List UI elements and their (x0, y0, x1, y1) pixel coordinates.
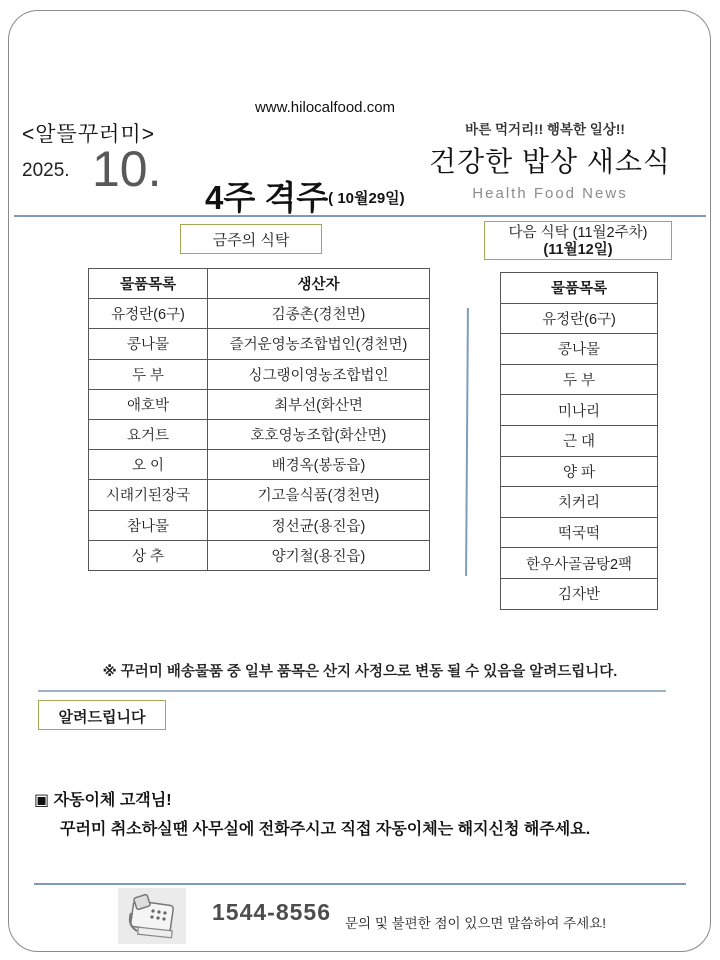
table-row (501, 303, 658, 334)
item-cell: 한우사골곰탕2팩 (501, 548, 658, 579)
table-header-row (501, 273, 658, 304)
table-row (89, 299, 430, 329)
item-cell: 오 이 (89, 450, 208, 480)
producer-cell: 정선균(용진읍) (208, 510, 430, 540)
brand-label: <알뜰꾸러미> (22, 123, 155, 146)
table-row (89, 510, 430, 540)
producer-cell: 최부선(화산면 (208, 389, 430, 419)
item-cell: 유정란(6구) (89, 299, 208, 329)
table-row (89, 540, 430, 570)
this-week-heading: 금주의 식탁 (180, 224, 322, 254)
item-cell: 치커리 (501, 487, 658, 518)
item-cell: 양 파 (501, 456, 658, 487)
item-cell: 두 부 (501, 364, 658, 395)
next-week-heading (484, 221, 672, 260)
table-header-row (89, 269, 430, 299)
next-week-table (500, 272, 658, 610)
tagline: 바른 먹거리!! 행복한 일상!! (465, 122, 625, 137)
producer-cell: 양기철(용진읍) (208, 540, 430, 570)
autopay-body: 꾸러미 취소하실땐 사무실에 전화주시고 직접 자동이체는 해지신청 해주세요. (60, 821, 591, 838)
table-row (89, 359, 430, 389)
item-cell: 미나리 (501, 395, 658, 426)
producer-cell: 싱그랭이영농조합법인 (208, 359, 430, 389)
col-header-producer: 생산자 (208, 269, 430, 299)
table-row (501, 425, 658, 456)
col-header-item: 물품목록 (89, 269, 208, 299)
item-cell: 유정란(6구) (501, 303, 658, 334)
producer-cell: 김종촌(경천면) (208, 299, 430, 329)
issue-year: 2025. (22, 160, 70, 181)
footer-message: 문의 및 불편한 점이 있으면 말씀하여 주세요! (345, 916, 606, 931)
issue-week (205, 172, 405, 219)
item-cell: 두 부 (89, 359, 208, 389)
variation-notice: ※ 꾸러미 배송물품 중 일부 품목은 산지 사정으로 변동 될 수 있음을 알려드립니다. (102, 664, 618, 680)
table-row (89, 389, 430, 419)
table-row (501, 364, 658, 395)
telephone-icon (118, 888, 186, 944)
table-row (501, 334, 658, 365)
header-divider (14, 215, 706, 217)
next-week-heading-label: 다음 식탁 (11월2주차) (508, 225, 648, 241)
issue-month: 10. (92, 141, 162, 197)
item-cell: 시래기된장국 (89, 480, 208, 510)
item-cell: 참나물 (89, 510, 208, 540)
this-week-table (88, 268, 430, 571)
page-subtitle: Health Food News (472, 185, 628, 202)
producer-cell: 즐거운영농조합법인(경천면) (208, 329, 430, 359)
item-cell: 떡국떡 (501, 517, 658, 548)
notify-heading: 알려드립니다 (38, 700, 166, 730)
website-url: www.hilocalfood.com (254, 99, 396, 116)
next-week-heading-date: (11월12일) (543, 242, 613, 258)
notice-divider (38, 690, 666, 692)
issue-week-date: ( 10월29일) (328, 190, 405, 207)
table-row (501, 487, 658, 518)
table-row (89, 480, 430, 510)
autopay-title: ▣ 자동이체 고객님! (34, 792, 172, 809)
producer-cell: 기고을식품(경천면) (208, 480, 430, 510)
item-cell: 콩나물 (501, 334, 658, 365)
producer-cell: 배경옥(봉동읍) (208, 450, 430, 480)
item-cell: 애호박 (89, 389, 208, 419)
page-title: 건강한 밥상 새소식 (429, 146, 671, 177)
producer-cell: 호호영농조합(화산면) (208, 419, 430, 449)
issue-week-label: 4주 격주 (205, 179, 329, 216)
table-row (501, 395, 658, 426)
item-cell: 상 추 (89, 540, 208, 570)
table-row (501, 456, 658, 487)
table-row (501, 548, 658, 579)
phone-number: 1544-8556 (212, 899, 331, 925)
table-row (89, 329, 430, 359)
table-row (89, 419, 430, 449)
item-cell: 근 대 (501, 425, 658, 456)
table-row (89, 450, 430, 480)
footer-divider (34, 883, 686, 885)
table-row (501, 517, 658, 548)
table-row (501, 578, 658, 609)
item-cell: 콩나물 (89, 329, 208, 359)
col-header-item: 물품목록 (501, 273, 658, 304)
item-cell: 김자반 (501, 578, 658, 609)
item-cell: 요거트 (89, 419, 208, 449)
